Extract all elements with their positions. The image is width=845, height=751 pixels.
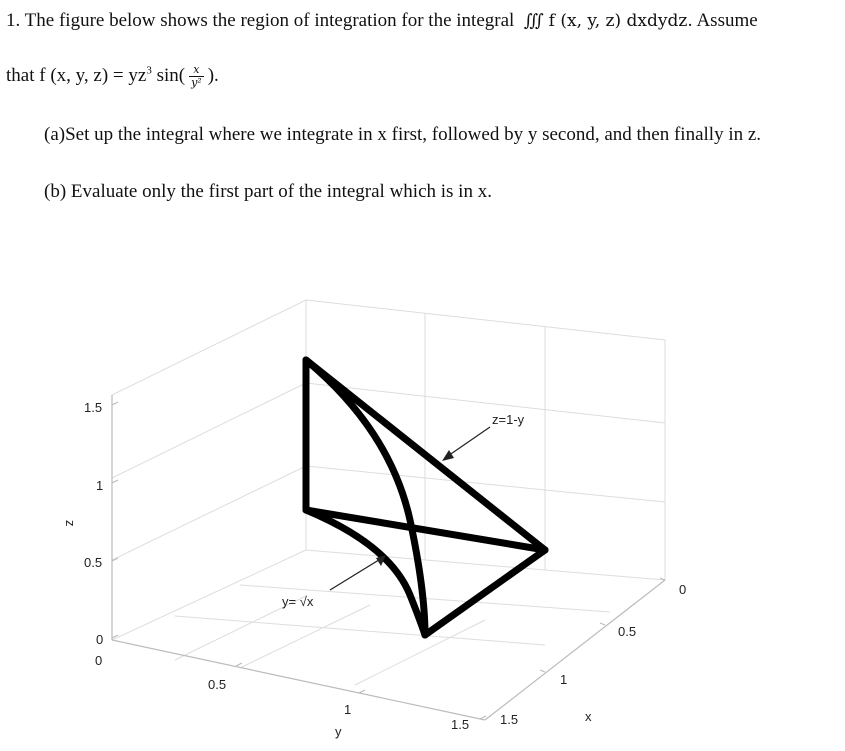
- part-b-text: (b) Evaluate only the first part of the integral which is in x.: [44, 181, 492, 202]
- fraction-numerator: x: [189, 64, 204, 77]
- y-tick-labels: [95, 653, 469, 732]
- back-grid-horizontal-2: [306, 466, 665, 502]
- x-tick-label-0-5: 0.5: [618, 624, 637, 639]
- part-a-text: (a)Set up the integral where we integrate in x first, followed by y second, and then finally in z.: [44, 124, 762, 145]
- z-tick-labels: [84, 400, 103, 647]
- region-edge-front: [425, 550, 545, 635]
- problem-number: 1.: [6, 10, 21, 31]
- y-tick-0-5: [236, 663, 242, 666]
- z-tick-1-5: [112, 402, 118, 405]
- y-tick-1: [359, 690, 365, 693]
- floor-grid-1: [175, 616, 545, 645]
- z-tick-label-0: 0: [96, 632, 104, 647]
- x-tick-label-1-5: 1.5: [500, 712, 519, 727]
- y-tick-1-5: [480, 716, 486, 719]
- x-tick-label-0: 0: [679, 582, 687, 597]
- x-tick-1: [540, 670, 545, 672]
- x-axis-label: x: [585, 709, 592, 724]
- arrow-plane-line: [445, 427, 490, 458]
- annotation-plane: z=1-y: [492, 412, 525, 427]
- y-tick-label-0: 0: [95, 653, 103, 668]
- z-tick-label-0-5: 0.5: [84, 555, 103, 570]
- x-tick-label-1: 1: [560, 672, 568, 687]
- left-grid-horizontal-1: [112, 383, 306, 478]
- arrow-curve-line: [330, 558, 382, 590]
- floor-grid-4: [240, 605, 370, 668]
- exponent: 3: [146, 64, 152, 77]
- annotation-curve: y= √x: [282, 594, 314, 609]
- fraction-denominator: y²: [191, 76, 202, 89]
- y-axis: [112, 640, 485, 720]
- integrand: f (x, y, z) dxdydz.: [548, 11, 693, 31]
- z-tick-1: [112, 480, 118, 483]
- z-tick-label-1: 1: [96, 478, 104, 493]
- back-wall-outline: [112, 300, 665, 580]
- y-tick-label-1-5: 1.5: [451, 717, 470, 732]
- problem-text: The figure below shows the region of integration for the integral: [24, 10, 515, 31]
- function-prefix: that f (x, y, z) = yz: [6, 64, 147, 86]
- sin-close: ).: [207, 64, 219, 86]
- sin-open: sin(: [156, 64, 186, 86]
- left-grid-horizontal-3: [112, 550, 306, 640]
- arrow-plane-head: [442, 450, 454, 461]
- left-grid-horizontal-2: [112, 466, 306, 560]
- assume-word: Assume: [696, 10, 758, 31]
- x-axis: [485, 580, 665, 720]
- z-axis-label: z: [63, 520, 78, 527]
- grid-lines: [112, 300, 665, 685]
- y-tick-label-1: 1: [344, 702, 352, 717]
- z-tick-label-1-5: 1.5: [84, 400, 103, 415]
- back-grid-horizontal-3: [306, 550, 665, 580]
- triple-integral-symbol: ∭: [523, 11, 544, 31]
- y-tick-label-0-5: 0.5: [208, 677, 227, 692]
- y-axis-label: y: [335, 724, 342, 739]
- x-tick-labels: [500, 582, 686, 727]
- x-tick-0-5: [600, 623, 605, 625]
